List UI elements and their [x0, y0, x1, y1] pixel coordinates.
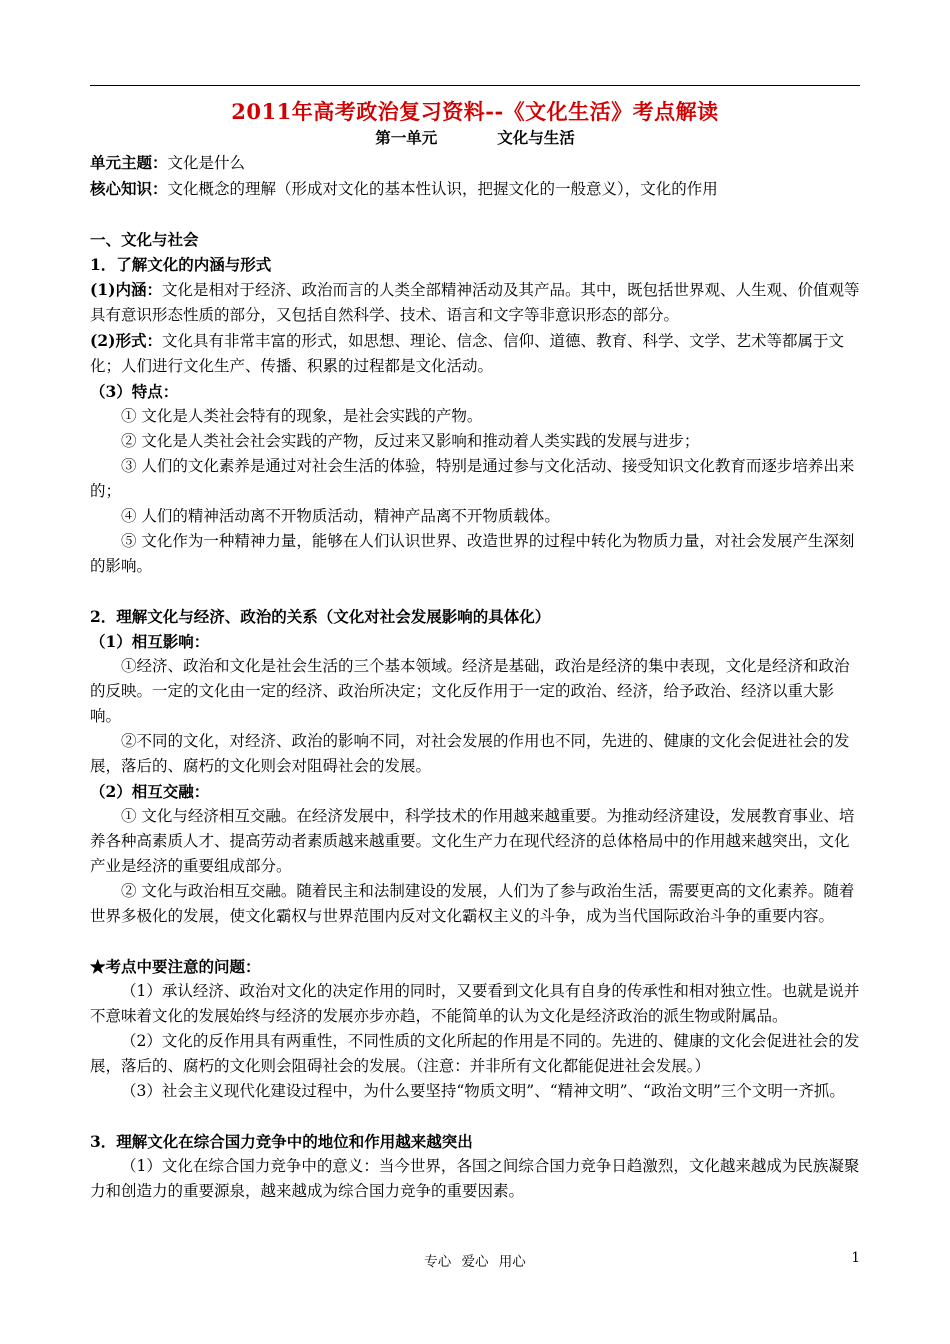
core-knowledge-text: 文化概念的理解（形成对文化的基本性认识，把握文化的一般意义），文化的作用	[167, 180, 718, 198]
notes-heading: ★考点中要注意的问题：	[90, 957, 261, 976]
core-knowledge	[90, 176, 860, 202]
connotation-label: (1)内涵：	[90, 280, 162, 299]
subsection-heading-3: 3．理解文化在综合国力竞争中的地位和作用越来越突出	[90, 1132, 473, 1151]
page-number: 1	[851, 1250, 860, 1266]
form-text: 文化具有非常丰富的形式，如思想、理论、信念、信仰、道德、教育、科学、文学、艺术等都属于文化；人们进行文化生产、传播、积累的过程都是文化活动。	[90, 332, 844, 375]
list-item: ② 文化与政治相互交融。随着民主和法制建设的发展，人们为了参与政治生活，需要更高的文化素养。随着世界多极化的发展，使文化霸权与世界范围内反对文化霸权主义的斗争，成为当代国际政治斗争的重要内容。	[90, 882, 855, 925]
note-item: （2）文化的反作用具有两重性，不同性质的文化所起的作用是不同的。先进的、健康的文化会促进社会的发展，落后的、腐朽的文化则会阻碍社会的发展。（注意：并非所有文化都能促进社会发展。）	[90, 1032, 860, 1075]
list-item: ①经济、政治和文化是社会生活的三个基本领域。经济是基础，政治是经济的集中表现，文化是经济和政治的反映。一定的文化由一定的经济、政治所决定；文化反作用于一定的政治、经济，给予政治、经济以重大影响。	[90, 657, 850, 725]
mutual-influence-label: （1）相互影响：	[90, 632, 210, 651]
unit-subtitle	[90, 126, 860, 148]
section-heading: 一、文化与社会	[90, 230, 199, 249]
subsection-heading-2: 2．理解文化与经济、政治的关系（文化对社会发展影响的具体化）	[90, 607, 551, 626]
header-rule	[90, 85, 860, 86]
list-item: ① 文化是人类社会特有的现象，是社会实践的产物。	[121, 407, 483, 425]
page-footer	[90, 1250, 860, 1272]
list-item: ② 文化是人类社会社会实践的产物，反过来又影响和推动着人类实践的发展与进步；	[121, 432, 700, 450]
connotation-text: 文化是相对于经济、政治而言的人类全部精神活动及其产品。其中，既包括世界观、人生观、价值观等具有意识形态性质的部分，又包括自然科学、技术、语言和文字等非意识形态的部分。	[90, 281, 860, 324]
unit-name: 文化与生活	[497, 128, 575, 147]
subsection-heading-1: 1．了解文化的内涵与形式	[90, 255, 272, 274]
unit-number: 第一单元	[375, 128, 438, 147]
core-knowledge-label: 核心知识：	[90, 179, 168, 198]
note-item: （3）社会主义现代化建设过程中，为什么要坚持“物质文明”、“精神文明”、“政治文明”三个文明一齐抓。	[121, 1082, 845, 1100]
unit-theme-text: 文化是什么	[167, 154, 246, 172]
paragraph-form	[90, 328, 860, 379]
list-item: ⑤ 文化作为一种精神力量，能够在人们认识世界、改造世界的过程中转化为物质力量，对社会发展产生深刻的影响。	[90, 532, 855, 575]
list-item: ②不同的文化，对经济、政治的影响不同，对社会发展的作用也不同，先进的、健康的文化会促进社会的发展，落后的、腐朽的文化则会对阻碍社会的发展。	[90, 732, 850, 775]
list-item: ① 文化与经济相互交融。在经济发展中，科学技术的作用越来越重要。为推动经济建设，发展教育事业、培养各种高素质人才、提高劳动者素质越来越重要。文化生产力在现代经济的总体格局中的作用越来越突出，文化产业是经济的重要组成部分。	[90, 807, 855, 875]
unit-theme	[90, 150, 860, 176]
footer-slogan: 专心 爱心 用心	[424, 1254, 526, 1270]
document-title: 2011年高考政治复习资料--《文化生活》考点解读	[231, 99, 719, 124]
note-item: （1）承认经济、政治对文化的决定作用的同时，又要看到文化具有自身的传承性和相对独立性。也就是说并不意味着文化的发展始终与经济的发展亦步亦趋，不能简单的认为文化是经济政治的派生物或附属品。	[90, 982, 860, 1025]
list-item: ③ 人们的文化素养是通过对社会生活的体验，特别是通过参与文化活动、接受知识文化教育而逐步培养出来的；	[90, 457, 855, 500]
features-label: （3）特点：	[90, 382, 179, 401]
list-item: （1）文化在综合国力竞争中的意义：当今世界，各国之间综合国力竞争日趋激烈，文化越来越成为民族凝聚力和创造力的重要源泉，越来越成为综合国力竞争的重要因素。	[90, 1157, 860, 1200]
form-label: (2)形式：	[90, 331, 162, 350]
list-item: ④ 人们的精神活动离不开物质活动，精神产品离不开物质载体。	[121, 507, 560, 525]
mutual-blend-label: （2）相互交融：	[90, 782, 210, 801]
document-body	[90, 150, 860, 1204]
paragraph-connotation	[90, 277, 860, 328]
unit-theme-label: 单元主题：	[90, 153, 168, 172]
